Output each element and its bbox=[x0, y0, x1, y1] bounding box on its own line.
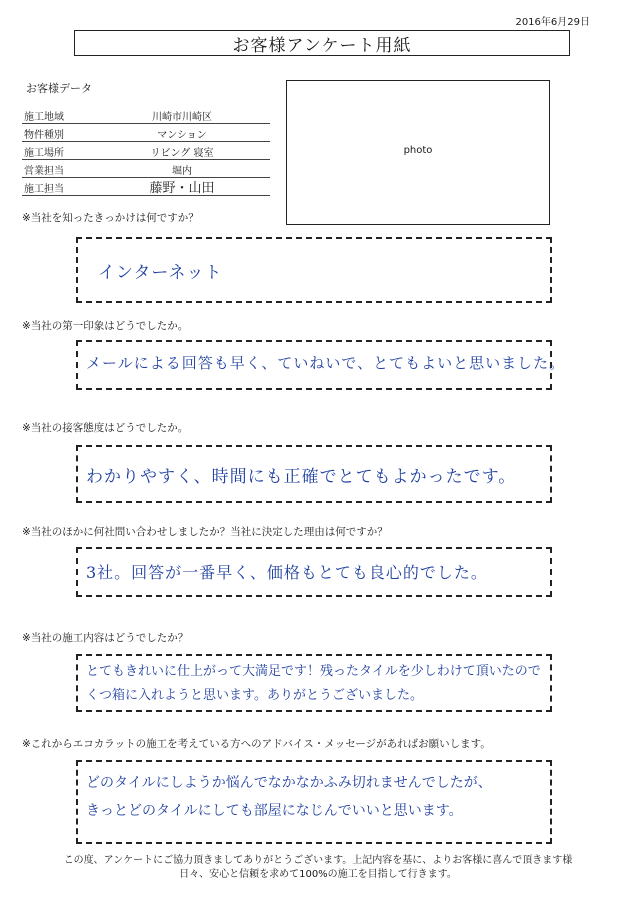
footer-message bbox=[0, 854, 636, 882]
answer-6-line-2: きっとどのタイルにしても部屋になじんでいいと思います。 bbox=[86, 803, 463, 819]
info-key: 施工場所 bbox=[24, 148, 64, 159]
survey-date: 2016年6月29日 bbox=[515, 17, 590, 28]
customer-data-label: お客様データ bbox=[26, 82, 92, 95]
page-title: お客様アンケート用紙 bbox=[232, 36, 412, 56]
info-value-handwritten: 藤野・山田 bbox=[149, 181, 215, 196]
footer-line-2: 日々、安心と信頼を求めて100%の施工を目指して行きます。 bbox=[179, 869, 457, 880]
question-1: ※当社を知ったきっかけは何ですか？ bbox=[22, 212, 199, 224]
info-value: 川崎市川崎区 bbox=[152, 112, 212, 123]
answer-5-line-1: とてもきれいに仕上がって大満足です！残ったタイルを少しわけて頂いたので bbox=[86, 664, 541, 679]
photo-label: photo bbox=[403, 145, 433, 156]
info-key: 施工担当 bbox=[24, 184, 64, 195]
info-row-location bbox=[22, 142, 270, 160]
question-3: ※当社の接客態度はどうでしたか。 bbox=[22, 422, 189, 434]
info-value: マンション bbox=[157, 130, 207, 141]
answer-3-line-1: わかりやすく、時間にも正確でとてもよかったです。 bbox=[86, 467, 517, 487]
info-row-installer bbox=[22, 178, 270, 196]
question-5: ※当社の施工内容はどうでしたか？ bbox=[22, 632, 189, 644]
question-2: ※当社の第一印象はどうでしたか。 bbox=[22, 320, 189, 332]
question-4: ※当社のほかに何社問い合わせしましたか？当社に決定した理由は何ですか？ bbox=[22, 526, 388, 538]
info-key: 物件種別 bbox=[24, 130, 64, 141]
info-value: リビング 寝室 bbox=[150, 148, 214, 159]
info-value: 堀内 bbox=[172, 166, 192, 177]
info-row-area bbox=[22, 106, 270, 124]
footer-line-1: この度、アンケートにご協力頂きましてありがとうございます。上記内容を基に、よりお客様に喜んで頂きます様 bbox=[63, 855, 573, 866]
answer-1-line-1: インターネット bbox=[98, 263, 223, 283]
info-key: 施工地域 bbox=[24, 112, 64, 123]
answer-2-line-1: メールによる回答も早く、ていねいで、とてもよいと思いました。 bbox=[86, 354, 566, 372]
photo-placeholder bbox=[286, 80, 550, 225]
info-row-property-type bbox=[22, 124, 270, 142]
answer-5-line-2: くつ箱に入れようと思います。ありがとうございました。 bbox=[86, 688, 423, 703]
answer-6-line-1: どのタイルにしようか悩んでなかなかふみ切れませんでしたが、 bbox=[86, 775, 492, 791]
answer-4-line-1: 3社。回答が一番早く、価格もとても良心的でした。 bbox=[86, 563, 488, 582]
info-key: 営業担当 bbox=[24, 166, 64, 177]
question-6: ※これからエコカラットの施工を考えている方へのアドバイス・メッセージがあればお願いします。 bbox=[22, 738, 491, 750]
info-row-sales-rep bbox=[22, 160, 270, 178]
